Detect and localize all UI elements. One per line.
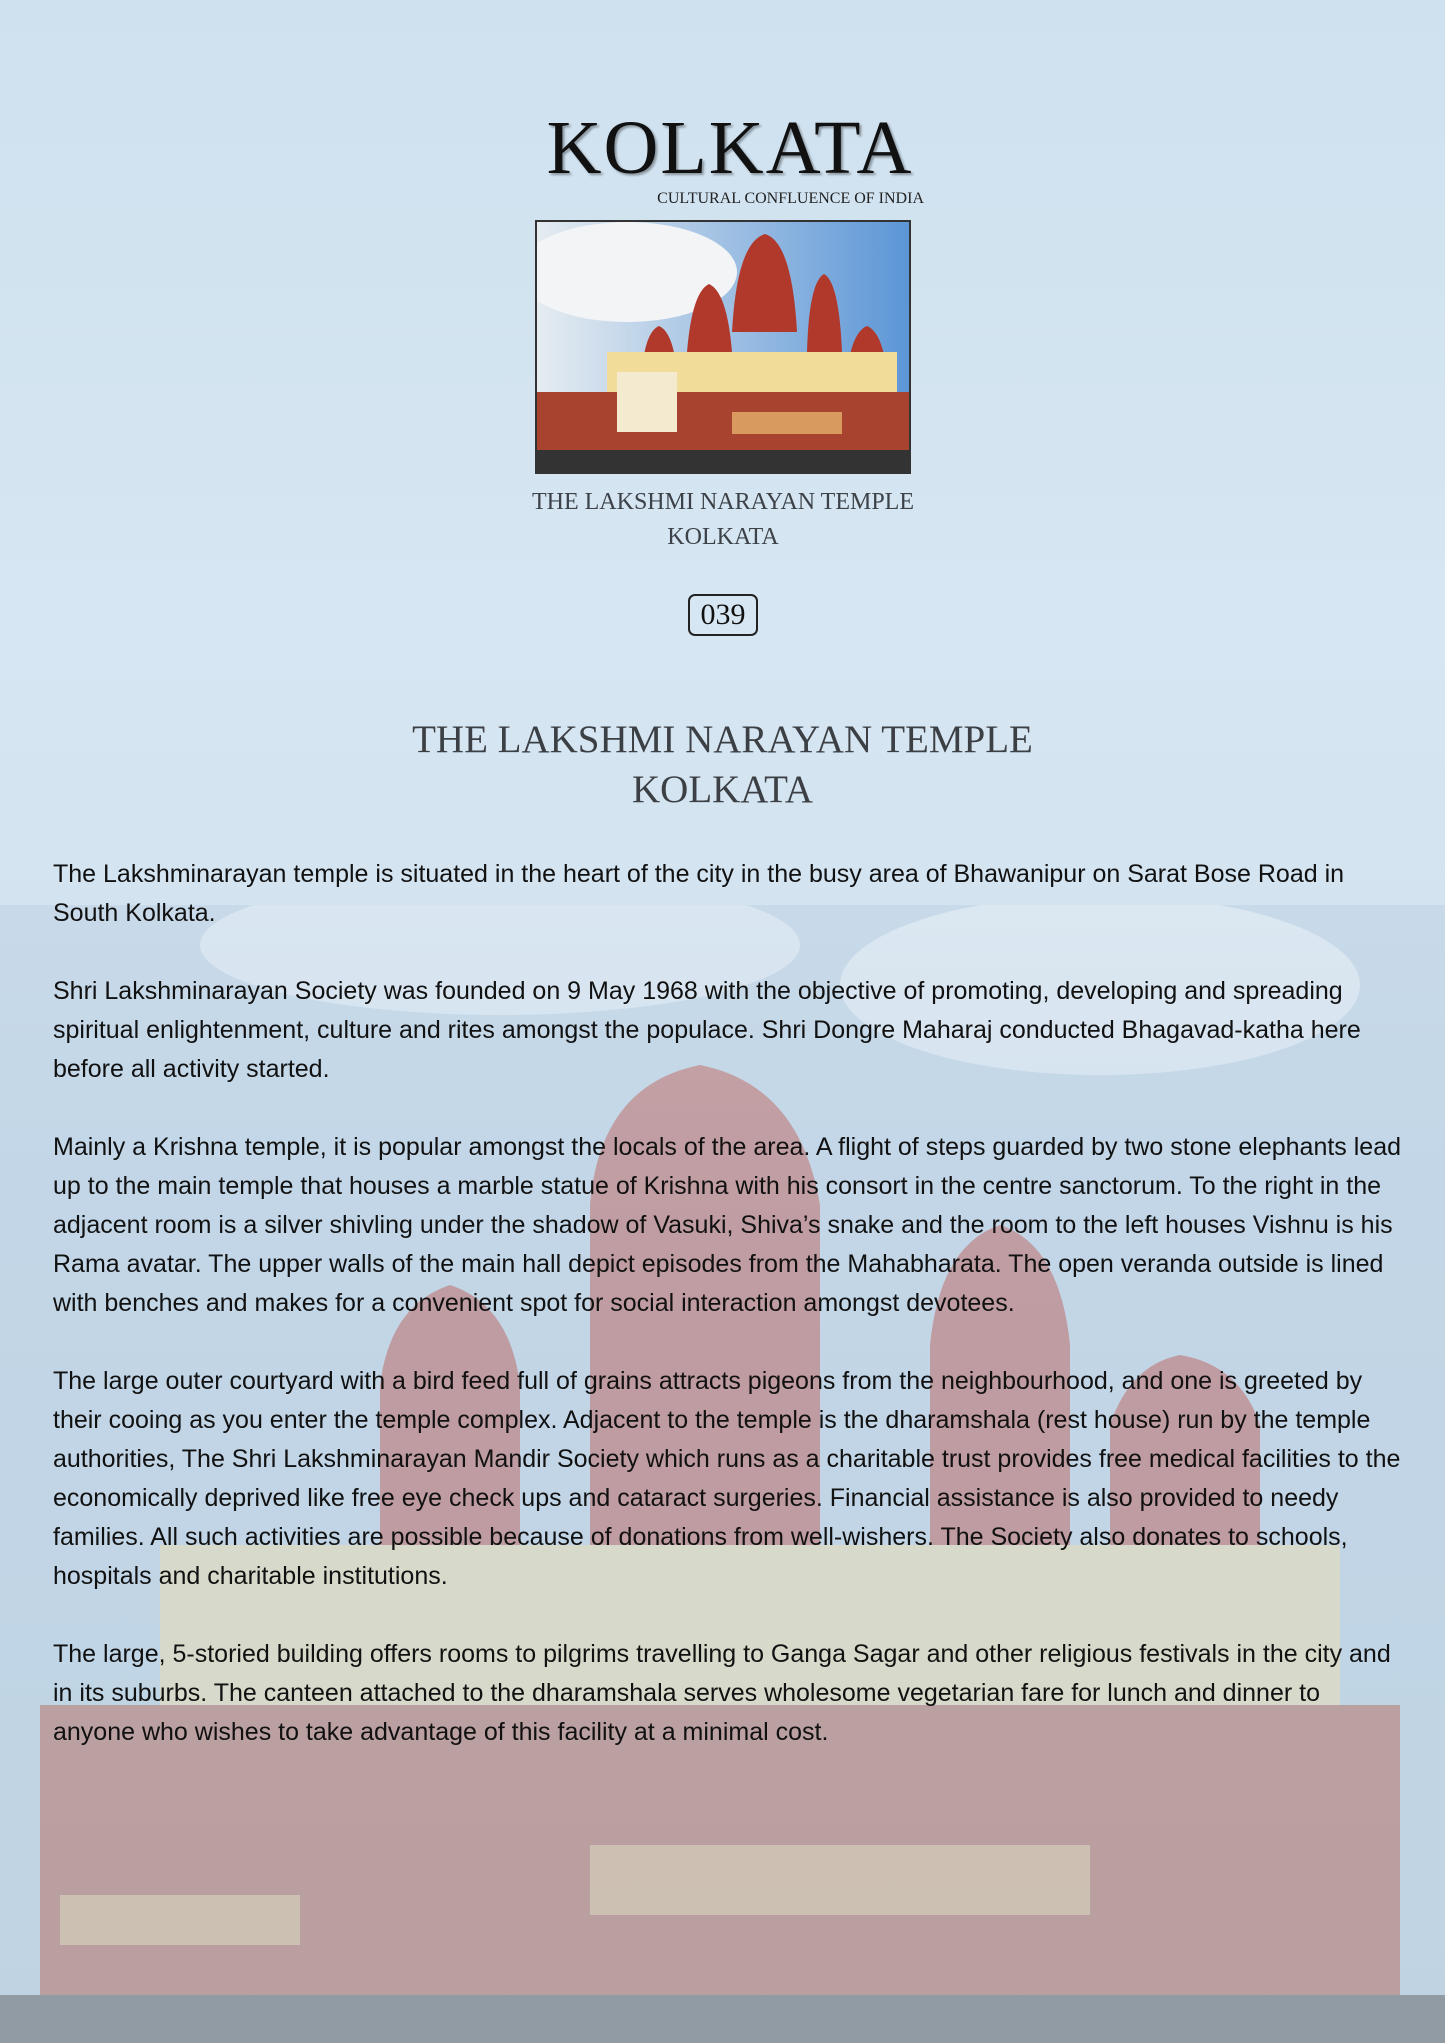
caption-line-1: THE LAKSHMI NARAYAN TEMPLE bbox=[531, 489, 915, 515]
paragraph: The large outer courtyard with a bird feed full of grains attracts pigeons from the neighbourhood, and one is greeted by their cooing as you enter the temple complex. Adjacent to the temple is the dharamshala (rest house) run by the temple authorities, The Shri Lakshminarayan Mandir Society which runs as a charitable trust provides free medical facilities to the economically deprived like free eye check ups and cataract surgeries. Financial assistance is also provided to needy families. All such activities are possible because of donations from well-wishers. The Society also donates to schools, hospitals and charitable institutions. bbox=[53, 1367, 1401, 1590]
book-title: KOLKATA bbox=[546, 106, 914, 190]
heading-line-2: KOLKATA bbox=[631, 768, 814, 811]
paragraph: Mainly a Krishna temple, it is popular amongst the locals of the area. A flight of steps guarded by two stone elephants lead up to the main temple that houses a marble statue of Krishna with his consort in the centre sanctorum. To the right in the adjacent room is a silver shivling under the shadow of Vasuki, Shiva’s snake and the room to the left houses Vishnu is his Rama avatar. The upper walls of the main hall depict episodes from the Mahabharata. The open veranda outside is lined with benches and makes for a convenient spot for social interaction amongst devotees. bbox=[53, 1133, 1402, 1317]
temple-photo bbox=[535, 220, 911, 474]
article-body bbox=[53, 855, 1403, 1791]
heading-line-1: THE LAKSHMI NARAYAN TEMPLE bbox=[412, 718, 1033, 761]
photo-caption bbox=[440, 485, 1006, 555]
temple-photo-icon bbox=[537, 222, 909, 472]
page-number: 039 bbox=[688, 594, 758, 636]
paragraph: The large, 5-storied building offers rooms to pilgrims travelling to Ganga Sagar and other religious festivals in the city and in its suburbs. The canteen attached to the dharamshala serves wholesome vegetarian fare for lunch and dinner to anyone who wishes to take advantage of this facility at a minimal cost. bbox=[53, 1640, 1391, 1746]
article-heading bbox=[300, 715, 1145, 815]
paragraph: Shri Lakshminarayan Society was founded on 9 May 1968 with the objective of promoting, developing and spreading spiritual enlightenment, culture and rites amongst the populace. Shri Dongre Maharaj conducted Bhagavad-katha here before all activity started. bbox=[53, 977, 1361, 1083]
paragraph: The Lakshminarayan temple is situated in the heart of the city in the busy area of Bhawanipur on Sarat Bose Road in South Kolkata. bbox=[53, 860, 1345, 927]
book-subtitle: CULTURAL CONFLUENCE OF INDIA bbox=[657, 190, 924, 207]
caption-line-2: KOLKATA bbox=[667, 524, 779, 550]
